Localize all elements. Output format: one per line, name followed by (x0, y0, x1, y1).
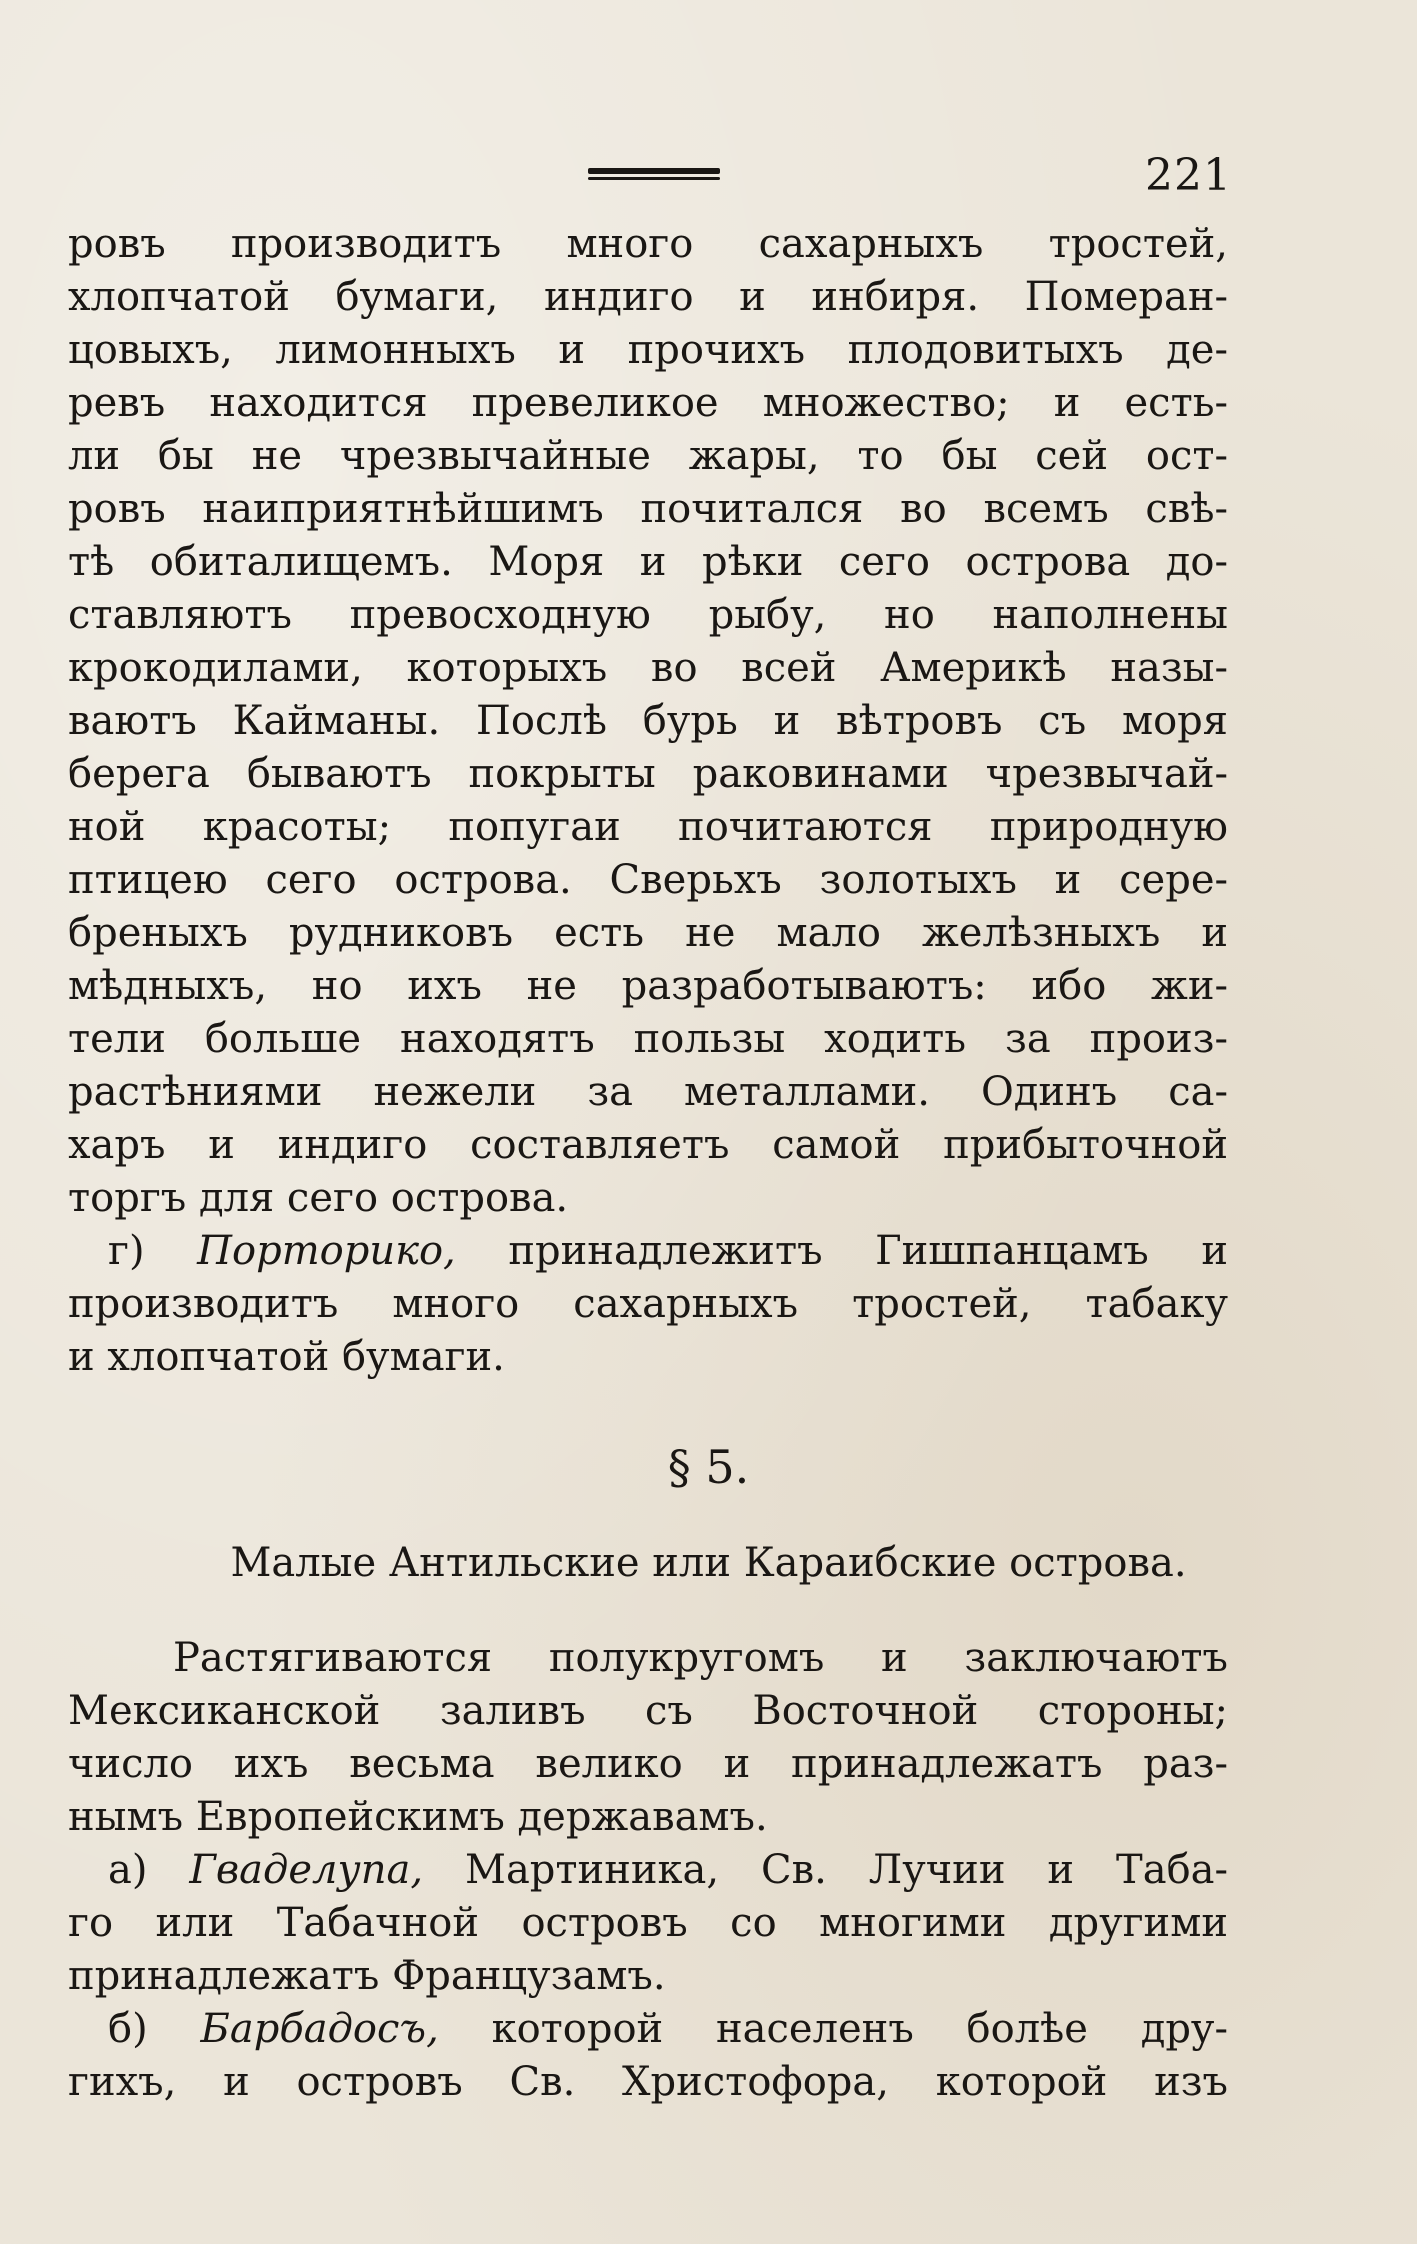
item-g-prefix: г) (108, 1228, 145, 1274)
text-line: Мексиканской заливъ съ Восточной стороны; (68, 1688, 1228, 1734)
text-line: мѣдныхъ, но ихъ не разработываютъ: ибо жи- (68, 963, 1228, 1009)
text-line: нымъ Европейскимъ державамъ. (68, 1794, 768, 1840)
text-line: берега бываютъ покрыты раковинами чрезвычай- (68, 751, 1228, 797)
header-rule-thick (588, 168, 720, 174)
item-g-rest: принадлежитъ Гишпанцамъ и (508, 1228, 1228, 1274)
text-line: число ихъ весьма велико и принадлежатъ раз- (68, 1741, 1228, 1787)
text-line: харъ и индиго составляетъ самой прибыточной (68, 1122, 1228, 1168)
text-line: ваютъ Кайманы. Послѣ бурь и вѣтровъ съ моря (68, 698, 1228, 744)
item-g-name: Порторико, (197, 1228, 456, 1274)
text-line: ной красоты; попугаи почитаются природную (68, 804, 1228, 850)
item-g-line-3: и хлопчатой бумаги. (68, 1334, 505, 1380)
text-line: Растягиваются полукругомъ и заключаютъ (173, 1635, 1228, 1681)
text-line: тели больше находятъ пользы ходить за произ- (68, 1016, 1228, 1062)
section-title: Малые Антильские или Караибские острова. (230, 1540, 1187, 1586)
item-g-line-1 (68, 1225, 1228, 1278)
item-b-line-1 (68, 2003, 1228, 2056)
text-line: крокодилами, которыхъ во всей Америкѣ назы- (68, 645, 1228, 691)
text-line: бреныхъ рудниковъ есть не мало желѣзныхъ и (68, 910, 1228, 956)
header-rule (588, 168, 720, 182)
text-line: ровъ производитъ много сахарныхъ тростей, (68, 221, 1228, 267)
page-number: 221 (1145, 150, 1232, 201)
text-line: торгъ для сего острова. (68, 1175, 569, 1221)
item-b-rest: которой населенъ болѣе дру- (491, 2006, 1228, 2052)
text-line: тѣ обиталищемъ. Моря и рѣки сего острова до- (68, 539, 1228, 585)
paragraph-main (68, 218, 1228, 1384)
paragraph-intro (68, 1632, 1228, 2109)
text-line: ревъ находится превеликое множество; и есть- (68, 380, 1228, 426)
item-g-line-2: производитъ много сахарныхъ тростей, табаку (68, 1281, 1228, 1327)
text-line: ставляютъ превосходную рыбу, но наполнены (68, 592, 1228, 638)
header-rule-thin (588, 177, 720, 180)
text-line: цовыхъ, лимонныхъ и прочихъ плодовитыхъ де- (68, 327, 1228, 373)
text-line: птицею сего острова. Сверьхъ золотыхъ и сере- (68, 857, 1228, 903)
item-b-name: Барбадосъ, (200, 2006, 439, 2052)
item-a-line-2: го или Табачной островъ со многими другими (68, 1900, 1228, 1946)
item-a-prefix: а) (108, 1847, 148, 1893)
item-b-line-2: гихъ, и островъ Св. Христофора, которой изъ (68, 2059, 1228, 2105)
item-a-line-1 (68, 1844, 1228, 1897)
item-b-prefix: б) (108, 2006, 148, 2052)
text-line: ровъ наиприятнѣйшимъ почитался во всемъ свѣ- (68, 486, 1228, 532)
text-line: ли бы не чрезвычайные жары, то бы сей ост- (68, 433, 1228, 479)
item-a-name: Гваделупа, (189, 1847, 424, 1893)
item-a-rest: Мартиника, Св. Лучии и Таба- (465, 1847, 1228, 1893)
section-mark: § 5. (667, 1440, 750, 1494)
item-a-line-3: принадлежатъ Французамъ. (68, 1953, 666, 1999)
text-line: растѣниями нежели за металлами. Одинъ са- (68, 1069, 1228, 1115)
text-line: хлопчатой бумаги, индиго и инбиря. Померан- (68, 274, 1228, 320)
